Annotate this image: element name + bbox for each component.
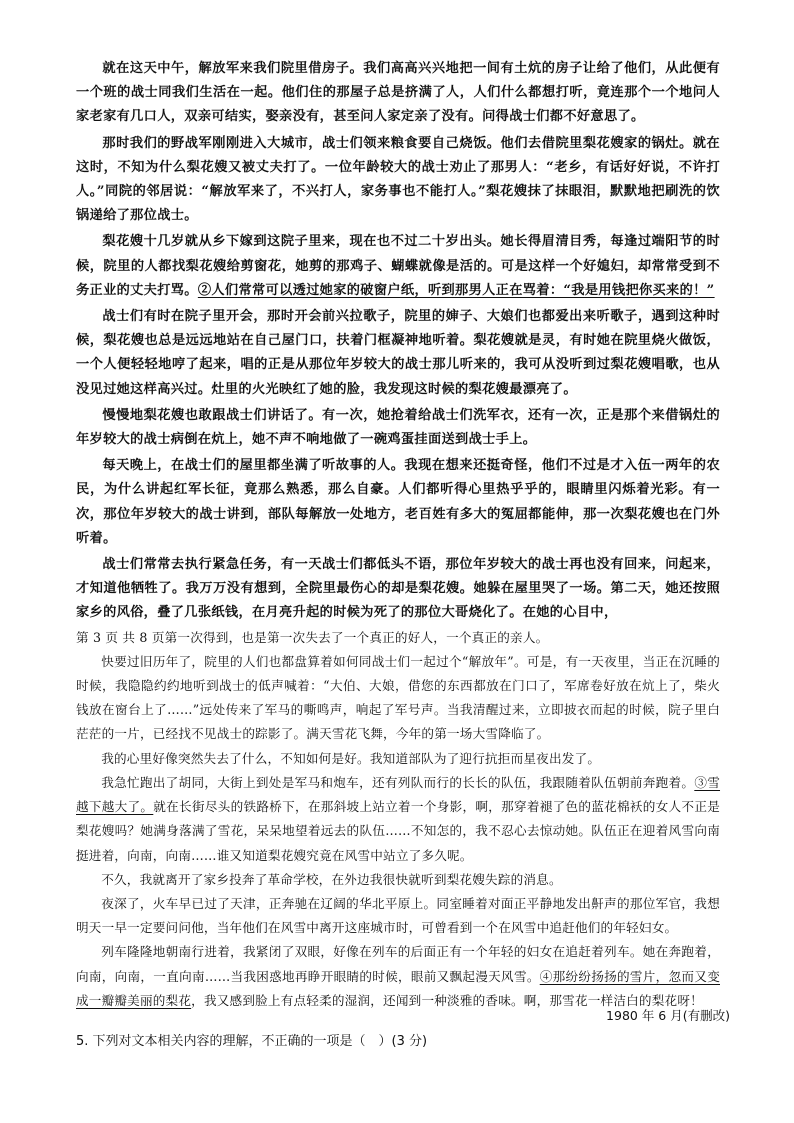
paragraph: 战士们常常去执行紧急任务，有一天战士们都低头不语，那位年岁较大的战士再也没有回来，问起来，才知道他牺牲了。我万万没有想到，全院里最伤心的却是梨花嫂。她躲在屋里哭了一场。第二天，她还按照家乡的风俗，叠了几张纸钱，在月亮升起的时候为死了的那位大哥烧化了。在她的心目中， — [76, 557, 720, 621]
paragraph-text: 就在长街尽头的铁路桥下，在那斜坡上站立着一个身影，啊，那穿着褪了色的蓝花棉袄的女人不正是梨花嫂吗？她满身落满了雪花，呆呆地望着远去的队伍……不知怎的，我不忍心去惊动她。队伍正在迎着风雪向南挺进着，向南，向南……谁又知道梨花嫂究竟在风雪中站立了多久呢。 — [76, 799, 720, 863]
paragraph: 战士们有时在院子里开会，那时开会前兴拉歌子，院里的婶子、大娘们也都爱出来听歌子，遇到这种时候，梨花嫂也总是远远地站在自己屋门口，扶着门框凝神地听着。梨花嫂就是灵，有时她在院里烧火做饭，一个人便轻轻地哼了起来，唱的正是从那位年岁较大的战士那儿听来的，我可从没听到过梨花嫂唱歌，也从没见过她这样高兴过。灶里的火光映红了她的脸，我发现这时候的梨花嫂最漂亮了。 — [76, 309, 720, 397]
paragraph: 每天晚上，在战士们的屋里都坐满了听故事的人。我现在想来还挺奇怪，他们不过是才入伍一两年的农民，为什么讲起红军长征，竟那么熟悉，那么自豪。人们都听得心里热乎乎的，眼睛里闪烁着光彩。有一次，那位年岁较大的战士讲到，部队每解放一处地方，老百姓有多大的冤屈都能伸，那一次梨花嫂也在门外听着。 — [76, 458, 720, 546]
date-line: 1980 年 6 月(有删改) — [606, 1008, 730, 1023]
paragraph: 不久，我就离开了家乡投奔了革命学校，在外边我很快就听到梨花嫂失踪的消息。 — [101, 871, 562, 887]
paragraph-with-underline — [76, 230, 720, 303]
page-footer-line: 第 3 页 共 8 页第一次得到，也是第一次失去了一个真正的好人，一个真正的亲人。 — [76, 629, 549, 645]
paragraph-text: 梨花嫂十几岁就从乡下嫁到这院子里来，现在也不过二十岁出头。她长得眉清目秀，每逢过端阳节的时候，院里的人都找梨花嫂给剪窗花，她剪的那鸡子、蝴蝶就像是活的。可是这样一个好媳妇，却常常受到不务正业的丈夫打骂。 — [76, 234, 720, 298]
paragraph: 夜深了，火车早已过了天津，正奔驰在辽阔的华北平原上。同室睡着对面正平静地发出鼾声的那位军官，我想明天一早一定要问问他，当年他们在风雪中离开这座城市时，可曾看到一个在风雪中追赶他们的年轻妇女。 — [76, 895, 720, 936]
underlined-sentence: ②人们常常可以透过她家的破窗户纸，听到那男人正在骂着：“我是用钱把你买来的！” — [197, 282, 715, 298]
paragraph-with-underline — [76, 771, 720, 868]
paragraph-text: ，我又感到脸上有点轻柔的湿润，还闻到一种淡雅的香味。啊，那雪花一样洁白的梨花呀！ — [191, 992, 703, 1008]
paragraph: 快要过旧历年了，院里的人们也都盘算着如何同战士们一起过个“解放年”。可是，有一天夜里，当正在沉睡的时候，我隐隐约约地听到战士的低声喊着：“大伯、大娘，借您的东西都放在门口了，军席卷好放在炕上了，柴火钱放在窗台上了……”远处传来了军马的嘶鸣声，响起了军号声。当我清醒过来，立即披衣而起的时候，院子里白茫茫的一片，已经找不见战士的踪影了。满天雪花飞舞，今年的第一场大雪降临了。 — [76, 653, 720, 742]
paragraph-text: 列车隆隆地朝南行进着，我紧闭了双眼，好像在列车的后面正有一个年轻的妇女在追赶着列车。她在奔跑着，向南，向南，一直向南……当我困惑地再睁开眼睛的时候，眼前又飘起漫天风雪。 — [76, 944, 720, 984]
paragraph: 慢慢地梨花嫂也敢跟战士们讲话了。有一次，她抢着给战士们洗军衣，还有一次，正是那个来借锅灶的年岁较大的战士病倒在炕上，她不声不响地做了一碗鸡蛋挂面送到战士手上。 — [76, 407, 720, 448]
paragraph: 那时我们的野战军刚刚进入大城市，战士们领来粮食要自己烧饭。他们去借院里梨花嫂家的锅灶。就在这时，不知为什么梨花嫂又被丈夫打了。一位年龄较大的战士劝止了那男人：“老乡，有话好好说，不许打人。”同院的邻居说：“解放军来了，不兴打人，家务事也不能打人。”梨花嫂抹了抹眼泪，默默地把刷洗的饮锅递给了那位战士。 — [76, 135, 720, 224]
paragraph-text: 我急忙跑出了胡同，大街上到处是军马和炮车，还有列队而行的长长的队伍，我跟随着队伍朝前奔跑着。 — [101, 774, 695, 790]
underlined-sentence: ④那纷纷扬扬的雪片，忽而又变成一瓣瓣美丽的梨花 — [76, 968, 720, 1008]
underlined-sentence: ③雪越下越大了。 — [76, 774, 721, 815]
paragraph: 就在这天中午，解放军来我们院里借房子。我们高高兴兴地把一间有土炕的房子让给了他们，从此便有一个班的战士同我们生活在一起。他们住的那屋子总是挤满了人，人们什么都想打听，竟连那个一个地问人家老家有几口人，双亲可结实，娶亲没有，甚至问人家定亲了没有。问得战士们都不好意思了。 — [76, 61, 720, 125]
paragraph: 我的心里好像突然失去了什么，不知如何是好。我知道部队为了迎行抗拒而星夜出发了。 — [101, 750, 601, 766]
article-body — [76, 57, 720, 1013]
paragraph-with-underline — [76, 940, 720, 1013]
question-text: 5. 下列对文本相关内容的理解，不正确的一项是（ ）(3 分) — [76, 1034, 428, 1049]
